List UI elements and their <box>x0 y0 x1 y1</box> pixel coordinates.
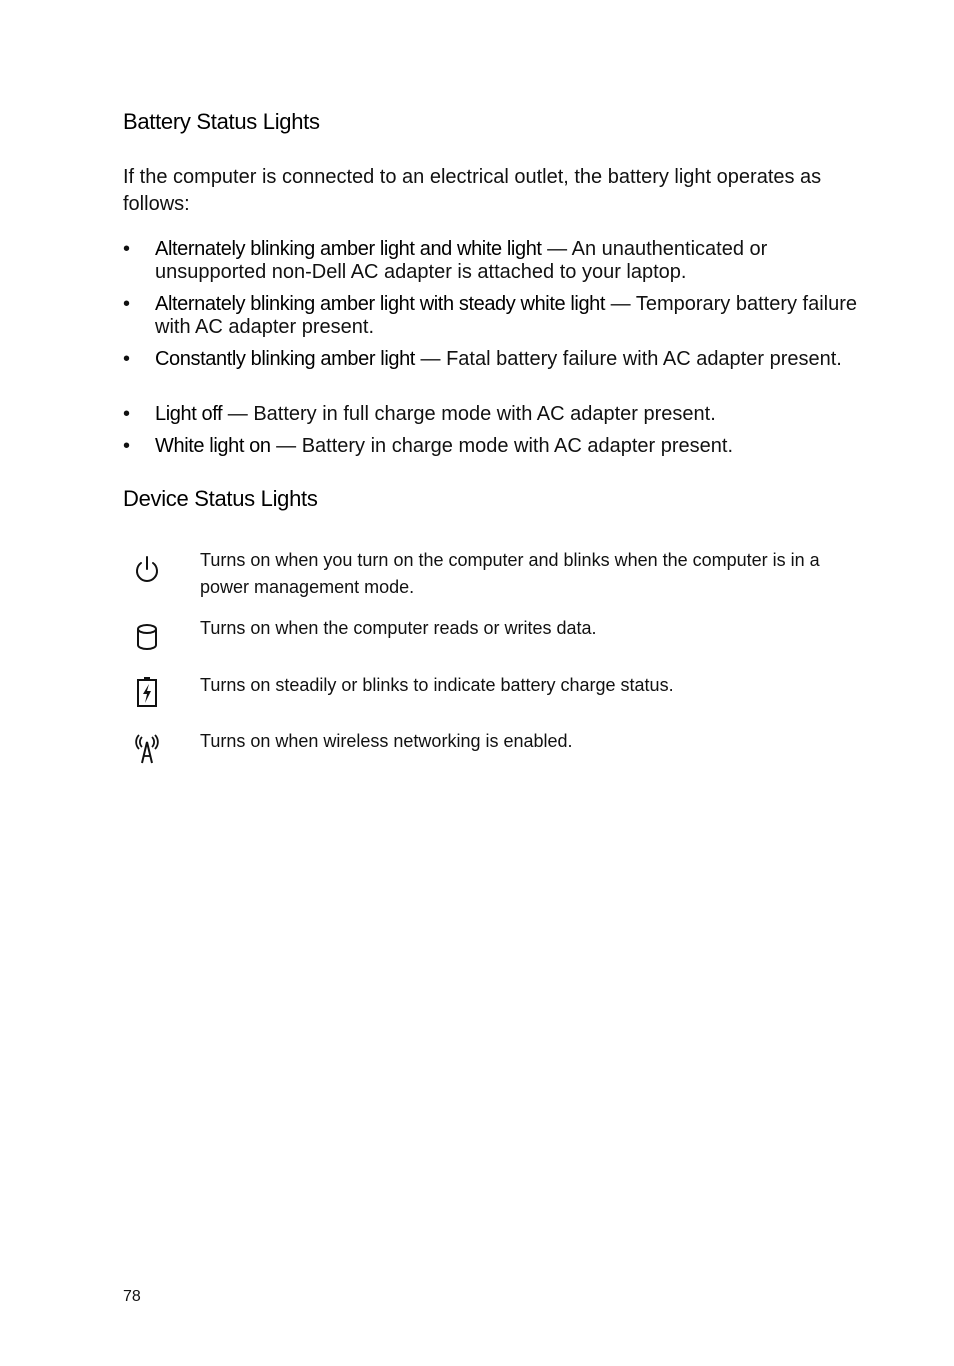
bullet-term: White light on <box>155 435 271 457</box>
wireless-icon <box>133 732 161 764</box>
bullet-term: Alternately blinking amber light with steady white light <box>155 293 606 315</box>
list-item <box>123 238 863 284</box>
bullet-marker: • <box>123 293 131 315</box>
battery-charge-icon <box>133 676 161 708</box>
bullet-term: Alternately blinking amber light and white light <box>155 238 542 260</box>
bullet-description: — Battery in full charge mode with AC adapter present. <box>222 403 716 425</box>
bullet-marker: • <box>123 435 131 457</box>
device-light-description: Turns on steadily or blinks to indicate battery charge status. <box>200 675 674 695</box>
bullet-term: Constantly blinking amber light <box>155 348 415 370</box>
hard-drive-icon <box>133 621 161 653</box>
page-number: 78 <box>123 1288 141 1305</box>
battery-intro-paragraph: If the computer is connected to an electrical outlet, the battery light operates as follows: <box>123 166 822 215</box>
power-icon <box>133 553 161 585</box>
bullet-description: — Battery in charge mode with AC adapter present. <box>270 435 734 457</box>
bullet-marker: • <box>123 403 131 425</box>
device-light-description: Turns on when wireless networking is enabled. <box>200 731 573 751</box>
bullet-term: Light off <box>155 403 223 425</box>
device-status-lights-heading: Device Status Lights <box>123 486 318 511</box>
battery-status-lights-heading: Battery Status Lights <box>123 109 320 134</box>
bullet-marker: • <box>123 348 131 370</box>
battery-light-list <box>123 238 863 458</box>
device-light-description: Turns on when the computer reads or writes data. <box>200 618 597 638</box>
list-item <box>123 403 863 426</box>
list-item <box>123 348 863 394</box>
bullet-marker: • <box>123 238 131 260</box>
device-light-description: Turns on when you turn on the computer and blinks when the computer is in a power management mode. <box>200 550 820 597</box>
bullet-description: — Temporary battery failure with AC adapter present. <box>155 293 858 338</box>
list-item <box>123 293 863 339</box>
bullet-description: — An unauthenticated or unsupported non-Dell AC adapter is attached to your laptop. <box>155 238 768 283</box>
bullet-description: — Fatal battery failure with AC adapter present. <box>414 348 842 370</box>
list-item <box>123 435 863 458</box>
